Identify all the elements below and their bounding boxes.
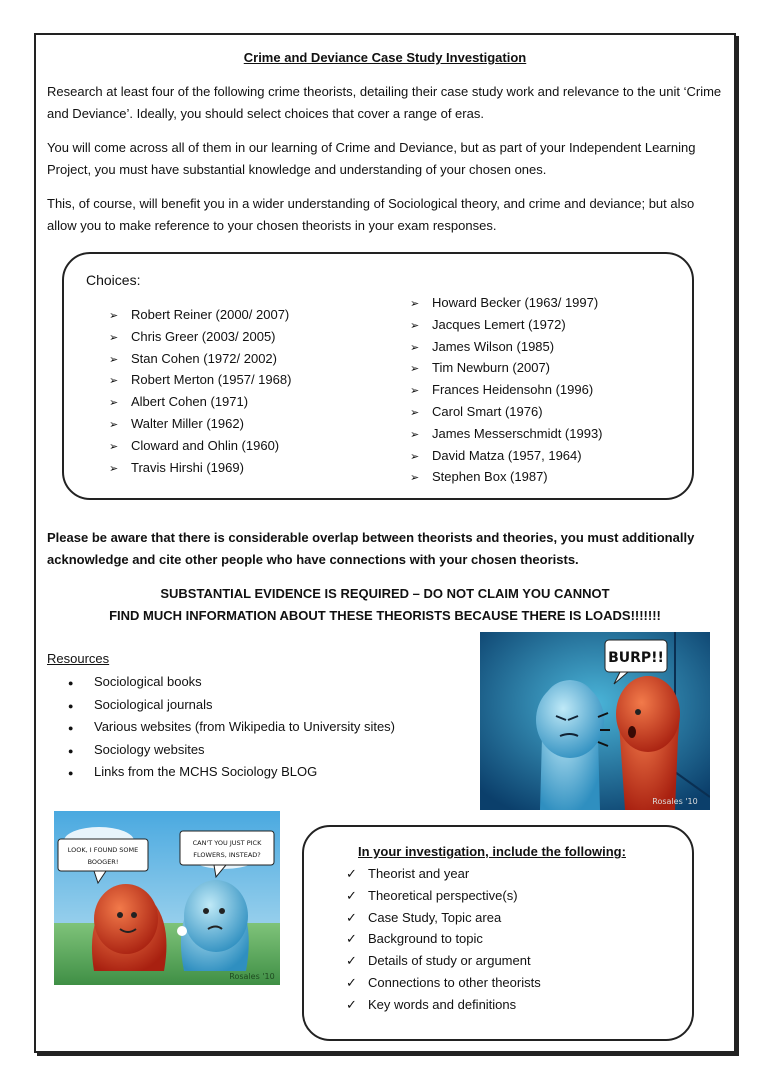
left-theorist-list [109, 304, 291, 478]
checklist-item-marker-icon: ✓ [346, 996, 357, 1012]
theorist-item-text: Stephen Box (1987) [432, 469, 548, 485]
theorist-item-text: Robert Merton (1957/ 1968) [131, 372, 292, 388]
theorist-item [410, 336, 603, 358]
theorist-item [109, 457, 291, 479]
checklist-item-text: Case Study, Topic area [368, 909, 502, 925]
theorist-item-marker-icon: ➢ [410, 450, 420, 463]
resources-heading: Resources [47, 651, 110, 666]
theorist-item-marker-icon: ➢ [410, 385, 420, 398]
checklist-item-text: Theorist and year [368, 866, 470, 881]
resource-item-text: Various websites (from Wikipedia to University sites) [94, 719, 396, 734]
resource-item-text: Sociology websites [94, 741, 205, 757]
theorist-item [410, 401, 603, 423]
evidence-warning-line2: FIND MUCH INFORMATION ABOUT THESE THEORISTS BECAUSE THERE IS LOADS!!!!!!! [109, 608, 661, 623]
theorist-item [410, 466, 603, 488]
burp-cartoon-illustration [480, 632, 710, 810]
document-title: Crime and Deviance Case Study Investigation [243, 50, 527, 65]
checklist-item [346, 950, 541, 972]
theorist-item [410, 379, 603, 401]
booger-cartoon-image [54, 811, 280, 985]
theorist-item-text: Albert Cohen (1971) [131, 394, 249, 410]
theorist-item-marker-icon: ➢ [109, 331, 119, 344]
investigation-heading: In your investigation, include the following: [358, 844, 626, 859]
resource-item [62, 694, 395, 717]
theorist-item-text: Jacques Lemert (1972) [432, 316, 566, 332]
checklist-item [346, 928, 541, 950]
page-frame [34, 33, 736, 1053]
booger-speech-right-line1: CAN'T YOU JUST PICK [192, 839, 262, 847]
theorist-item-text: James Wilson (1985) [432, 338, 555, 354]
theorist-item-marker-icon: ➢ [109, 310, 119, 322]
theorist-item-text: Cloward and Ohlin (1960) [131, 437, 280, 453]
checklist-item-text: Connections to other theorists [368, 974, 541, 990]
checklist-item [346, 994, 541, 1016]
learning-paragraph: You will come across all of them in our learning of Crime and Deviance, but as part of your Independent Learning Project, you must have substantial knowledge and understanding of your chosen ones. [47, 140, 696, 177]
resource-item-text: Sociological journals [94, 696, 213, 712]
theorist-item-marker-icon: ➢ [410, 472, 420, 485]
theorist-item [410, 445, 603, 467]
resource-item [62, 761, 395, 784]
checklist-item-marker-icon: ✓ [346, 953, 357, 969]
theorist-item-text: Howard Becker (1963/ 1997) [432, 295, 599, 310]
resource-item-marker-icon: ● [68, 723, 74, 733]
theorist-item-text: Travis Hirshi (1969) [131, 459, 244, 475]
booger-cartoon-illustration [54, 811, 280, 985]
resource-item-text: Sociological books [94, 674, 202, 689]
theorist-item-text: David Matza (1957, 1964) [432, 447, 582, 463]
theorist-item-marker-icon: ➢ [410, 363, 420, 376]
theorist-item-text: Carol Smart (1976) [432, 403, 543, 419]
checklist-item-marker-icon: ✓ [346, 887, 357, 903]
burp-signature: Rosales '10 [652, 797, 698, 806]
overlap-notice: Please be aware that there is considerable overlap between theorists and theories, you must additionally acknowledge and cite other people who have connections with your chosen theorists. [47, 530, 695, 567]
checklist-item [346, 907, 541, 929]
theorist-item [109, 391, 291, 413]
theorist-item-text: Chris Greer (2003/ 2005) [131, 328, 276, 344]
resource-item-marker-icon: ● [68, 700, 74, 711]
evidence-warning-line1: SUBSTANTIAL EVIDENCE IS REQUIRED – DO NOT CLAIM YOU CANNOT [160, 586, 610, 601]
theorist-item [109, 348, 291, 370]
checklist-item-marker-icon: ✓ [346, 931, 357, 947]
checklist-item-text: Background to topic [368, 931, 483, 947]
burp-speech-text: BURP!! [608, 650, 664, 666]
theorist-item [109, 435, 291, 457]
benefit-paragraph: This, of course, will benefit you in a wider understanding of Sociological theory, and crime and deviance; but also allow you to make reference to your chosen theorists in your exam responses. [47, 196, 695, 233]
burp-cartoon-image [480, 632, 710, 810]
theorist-item [410, 314, 603, 336]
theorist-item-marker-icon: ➢ [410, 319, 420, 332]
theorist-item-marker-icon: ➢ [410, 298, 420, 310]
resource-item-marker-icon: ● [68, 678, 74, 688]
theorist-item-marker-icon: ➢ [410, 406, 420, 419]
choices-label: Choices: [86, 272, 141, 288]
booger-speech-left-line2: BOOGER! [87, 858, 119, 866]
theorist-item-text: Robert Reiner (2000/ 2007) [131, 307, 290, 322]
resource-item-text: Links from the MCHS Sociology BLOG [94, 764, 318, 779]
theorist-item-marker-icon: ➢ [109, 418, 119, 431]
booger-speech-left-line1: LOOK, I FOUND SOME [67, 846, 139, 854]
theorist-item-text: Frances Heidensohn (1996) [432, 382, 594, 398]
theorist-item-text: Tim Newburn (2007) [432, 360, 551, 376]
theorist-item [109, 304, 291, 326]
checklist-item-marker-icon: ✓ [346, 866, 357, 881]
resource-item [62, 716, 395, 739]
theorist-item [109, 369, 291, 391]
checklist-item-text: Key words and definitions [368, 996, 517, 1012]
checklist-item [346, 863, 541, 885]
checklist-item [346, 885, 541, 907]
intro-paragraph: Research at least four of the following crime theorists, detailing their case study work and relevance to the unit ‘Crime and Deviance’. Ideally, you should select choices that cover a range of eras. [47, 84, 722, 121]
theorist-item-text: James Messerschmidt (1993) [432, 425, 603, 441]
resource-item [62, 671, 395, 694]
theorist-item [109, 413, 291, 435]
choices-box [62, 252, 694, 500]
theorist-item-marker-icon: ➢ [109, 353, 119, 366]
theorist-item-text: Walter Miller (1962) [131, 415, 244, 431]
investigation-checklist [346, 863, 541, 1016]
theorist-item-marker-icon: ➢ [410, 341, 420, 354]
right-theorist-list [410, 292, 603, 488]
theorist-item-text: Stan Cohen (1972/ 2002) [131, 350, 277, 366]
checklist-item-marker-icon: ✓ [346, 909, 357, 925]
checklist-item-marker-icon: ✓ [346, 974, 357, 990]
investigation-box [302, 825, 694, 1041]
resources-list [62, 671, 395, 784]
theorist-item [109, 326, 291, 348]
theorist-item [410, 292, 603, 314]
checklist-item-text: Details of study or argument [368, 953, 531, 969]
resource-item-marker-icon: ● [68, 768, 74, 778]
theorist-item-marker-icon: ➢ [109, 375, 119, 388]
theorist-item-marker-icon: ➢ [410, 428, 420, 441]
theorist-item [410, 423, 603, 445]
checklist-item [346, 972, 541, 994]
resource-item [62, 739, 395, 762]
theorist-item-marker-icon: ➢ [109, 462, 119, 475]
checklist-item-text: Theoretical perspective(s) [368, 887, 518, 903]
theorist-item-marker-icon: ➢ [109, 440, 119, 453]
booger-speech-right-line2: FLOWERS, INSTEAD? [193, 851, 261, 859]
theorist-item [410, 357, 603, 379]
resource-item-marker-icon: ● [68, 745, 74, 756]
booger-signature: Rosales '10 [229, 972, 275, 981]
theorist-item-marker-icon: ➢ [109, 397, 119, 410]
